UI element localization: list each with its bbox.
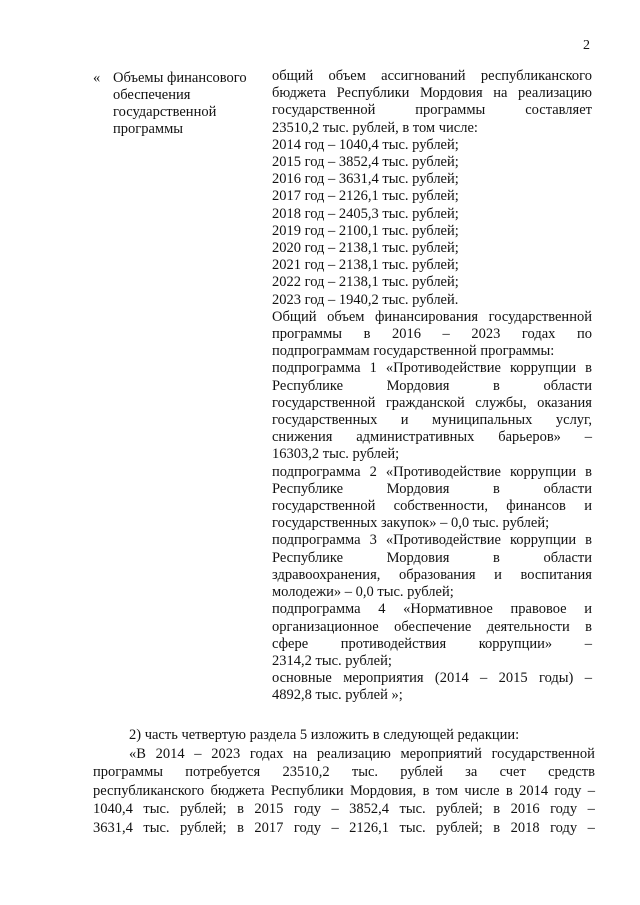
intro-line: 23510,2 тыс. рублей, в том числе: bbox=[272, 119, 478, 136]
subprogram-line: подпрограмма 2 «Противодействие коррупции в bbox=[272, 463, 592, 480]
paragraph-line: 3631,4 тыс. рублей; в 2017 году – 2126,1 тыс. рублей; в 2018 году – bbox=[93, 819, 595, 836]
paragraph-line: 1040,4 тыс. рублей; в 2015 году – 3852,4 тыс. рублей; в 2016 году – bbox=[93, 801, 595, 817]
paragraph-line: «В 2014 – 2023 годах на реализацию мероприятий государственной bbox=[129, 745, 595, 762]
subprogram-line: подпрограмма 4 «Нормативное правовое и bbox=[272, 601, 592, 618]
year-allocation-line: 2023 год – 1940,2 тыс. рублей. bbox=[272, 291, 459, 308]
subprogram-intro-line: программы в 2016 – 2023 годах по bbox=[272, 326, 592, 343]
amendment-text bbox=[93, 726, 595, 837]
item-2-heading: 2) часть четвертую раздела 5 изложить в следующей редакции: bbox=[129, 727, 520, 743]
year-allocation-line: 2021 год – 2138,1 тыс. рублей; bbox=[272, 257, 459, 274]
subprogram-line: государственной собственности, финансов и bbox=[272, 498, 592, 515]
year-allocation-line: 2019 год – 2100,1 тыс. рублей; bbox=[272, 222, 459, 239]
subprogram-line: сфере противодействия коррупции» – bbox=[272, 635, 592, 652]
subprogram-intro-line: Общий объем финансирования государственной bbox=[272, 308, 592, 325]
funding-value-cell bbox=[272, 68, 592, 705]
subprogram-line: 2314,2 тыс. рублей; bbox=[272, 652, 392, 669]
subprogram-line: организационное обеспечение деятельности в bbox=[272, 618, 592, 635]
amendment-paragraph bbox=[93, 745, 595, 838]
subprogram-intro-line: подпрограммам государственной программы: bbox=[272, 343, 555, 360]
intro-line: государственной программы составляет bbox=[272, 102, 592, 119]
subprogram-line: государственной гражданской службы, оказания bbox=[272, 394, 592, 411]
year-allocation-line: 2017 год – 2126,1 тыс. рублей; bbox=[272, 188, 459, 205]
subprogram-line: молодежи» – 0,0 тыс. рублей; bbox=[272, 584, 454, 601]
page-number: 2 bbox=[583, 38, 590, 53]
intro-line: бюджета Республики Мордовия на реализацию bbox=[272, 85, 592, 102]
label-line: государственной bbox=[113, 104, 217, 120]
label-line: обеспечения bbox=[113, 87, 191, 103]
subprogram-line: основные мероприятия (2014 – 2015 годы) – bbox=[272, 670, 592, 687]
subprogram-line: Республике Мордовия в области bbox=[272, 549, 592, 566]
year-allocation-line: 2018 год – 2405,3 тыс. рублей; bbox=[272, 205, 459, 222]
funding-label bbox=[113, 70, 253, 138]
year-allocation-line: 2016 год – 3631,4 тыс. рублей; bbox=[272, 171, 459, 188]
intro-line: общий объем ассигнований республиканского bbox=[272, 68, 592, 84]
subprogram-line: снижения административных барьеров» – bbox=[272, 429, 592, 446]
subprogram-line: 4892,8 тыс. рублей »; bbox=[272, 687, 403, 704]
subprogram-line: подпрограмма 1 «Противодействие коррупции в bbox=[272, 360, 592, 377]
paragraph-line: программы потребуется 23510,2 тыс. рублей за счет средств bbox=[93, 764, 595, 780]
opening-quote: « bbox=[93, 70, 101, 86]
label-line: Объемы финансового bbox=[113, 70, 247, 86]
year-allocation-line: 2020 год – 2138,1 тыс. рублей; bbox=[272, 240, 459, 257]
year-allocation-line: 2014 год – 1040,4 тыс. рублей; bbox=[272, 136, 459, 153]
paragraph-line: республиканского бюджета Республики Мордовия, в том числе в 2014 году – bbox=[93, 782, 595, 799]
funding-label-cell bbox=[93, 70, 253, 138]
year-allocation-line: 2022 год – 2138,1 тыс. рублей; bbox=[272, 274, 459, 291]
subprogram-line: государственных закупок» – 0,0 тыс. рублей; bbox=[272, 515, 550, 532]
subprogram-line: подпрограмма 3 «Противодействие коррупции в bbox=[272, 532, 592, 549]
subprogram-line: Республике Мордовия в области bbox=[272, 377, 592, 394]
label-line: программы bbox=[113, 121, 183, 137]
subprogram-line: государственных и муниципальных услуг, bbox=[272, 412, 592, 429]
subprogram-line: 16303,2 тыс. рублей; bbox=[272, 446, 400, 463]
year-allocation-line: 2015 год – 3852,4 тыс. рублей; bbox=[272, 154, 459, 171]
subprogram-line: Республике Мордовия в области bbox=[272, 480, 592, 497]
subprogram-line: здравоохранения, образования и воспитания bbox=[272, 566, 592, 583]
